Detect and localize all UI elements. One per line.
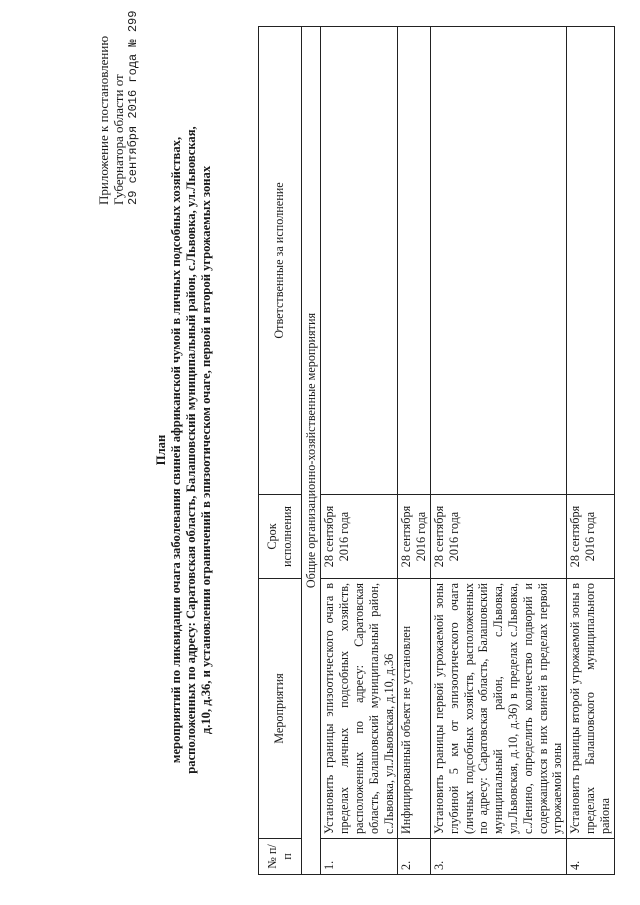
row-number: 4.	[567, 839, 614, 875]
row-deadline: 28 сентября 2016 года	[398, 495, 431, 579]
measures-table	[258, 26, 615, 875]
plan-title: План	[154, 434, 168, 466]
row-number: 3.	[430, 839, 566, 875]
header-deadline: Срок исполнения	[259, 495, 302, 579]
row-number: 1.	[321, 839, 398, 875]
row-number: 2.	[398, 839, 431, 875]
row-responsible	[567, 27, 614, 495]
appendix-note	[96, 11, 141, 205]
row-measure: Установить границы второй угрожаемой зоны в пределах Балашовского муниципального района	[567, 579, 614, 839]
appendix-date-stamp: 29 сентября 2016 года № 299	[126, 10, 140, 205]
plan-subtitle: мероприятий по ликвидации очага заболевания свиней африканской чумой в личных подсобных хозяйствах, расположенных по адресу: Саратовская область, Балашовский муниципальный район, с.Львовка, ул.Львовская, д.10, д.36, и установлении ограничений в эпизоотическом очаге, первой и второй угрожаемых зонах	[169, 126, 213, 774]
table-row	[398, 27, 431, 875]
table-row	[430, 27, 566, 875]
row-responsible	[321, 27, 398, 495]
row-deadline: 28 сентября 2016 года	[430, 495, 566, 579]
header-number: № п/п	[259, 839, 302, 875]
row-responsible	[430, 27, 566, 495]
header-responsible: Ответственные за исполнение	[259, 27, 302, 495]
appendix-line-1: Приложение к постановлению	[96, 35, 111, 205]
row-measure: Установить границы первой угрожаемой зоны глубиной 5 км от эпизоотического очага (личных подсобных хозяйств, расположенных по адресу: Саратовская область, Балашовский муниципальный район, с.Львовка, ул.Львовская, д.10, д.36) в пределах с.Львовка, с.Ленино, определить количество подворий и содержащихся в них свиней в пределах первой угрожаемой зоны	[430, 579, 566, 839]
row-deadline: 28 сентября 2016 года	[567, 495, 614, 579]
row-measure: Установить границы эпизоотического очага в пределах личных подсобных хозяйств, расположенных по адресу: Саратовская область, Балашовский муниципальный район, с.Львовка, ул.Львовская, д.10, д.36	[321, 579, 398, 839]
row-responsible	[398, 27, 431, 495]
table-row	[567, 27, 614, 875]
plan-heading	[154, 115, 214, 785]
section-title: Общие организационно-хозяйственные мероприятия	[301, 27, 321, 875]
table-row	[321, 27, 398, 875]
appendix-line-2: Губернатора области от	[111, 74, 126, 205]
row-measure: Инфицированный объект не установлен	[398, 579, 431, 839]
header-measures: Мероприятия	[259, 579, 302, 839]
row-deadline: 28 сентября 2016 года	[321, 495, 398, 579]
table-header-row	[259, 27, 302, 875]
section-row	[301, 27, 321, 875]
